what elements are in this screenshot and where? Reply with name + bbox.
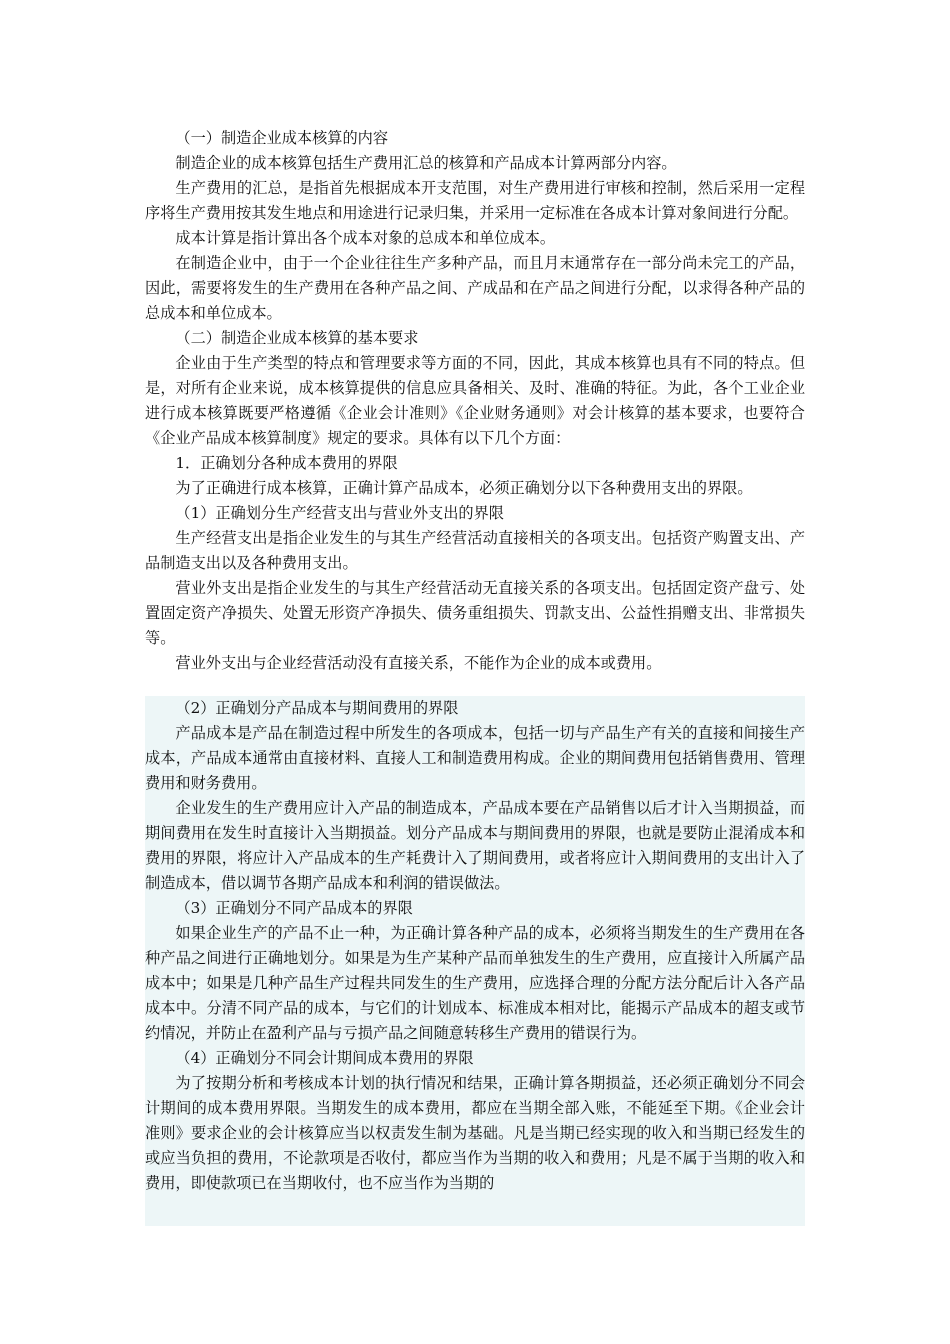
paragraph: 企业由于生产类型的特点和管理要求等方面的不同，因此，其成本核算也具有不同的特点。但是，对所有企业来说，成本核算提供的信息应具备相关、及时、准确的特征。为此，各个工业企业进行成本核算既要严格遵循《企业会计准则》《企业财务通则》对会计核算的基本要求，也要符合《企业产品成本核算制度》规定的要求。具体有以下几个方面： bbox=[145, 354, 805, 447]
paragraph: 营业外支出是指企业发生的与其生产经营活动无直接关系的各项支出。包括固定资产盘亏、处置固定资产净损失、处置无形资产净损失、债务重组损失、罚款支出、公益性捐赠支出、非常损失等。 bbox=[145, 579, 805, 647]
paragraph: 为了正确进行成本核算，正确计算产品成本，必须正确划分以下各种费用支出的界限。 bbox=[175, 479, 753, 497]
document-body bbox=[145, 126, 805, 676]
sub-heading: （4）正确划分不同会计期间成本费用的界限 bbox=[175, 1049, 474, 1067]
paragraph: 制造企业的成本核算包括生产费用汇总的核算和产品成本计算两部分内容。 bbox=[175, 154, 677, 172]
sub-heading: （2）正确划分产品成本与期间费用的界限 bbox=[175, 699, 459, 717]
paragraph: 营业外支出与企业经营活动没有直接关系，不能作为企业的成本或费用。 bbox=[175, 654, 662, 672]
paragraph: 为了按期分析和考核成本计划的执行情况和结果，正确计算各期损益，还必须正确划分不同会计期间的成本费用界限。当期发生的成本费用，都应在当期全部入账，不能延至下期。《企业会计准则》要求企业的会计核算应当以权责发生制为基础。凡是当期已经实现的收入和当期已经发生的或应当负担的费用，不论款项是否收付，都应当作为当期的收入和费用；凡是不属于当期的收入和费用，即使款项已在当期收付，也不应当作为当期的 bbox=[145, 1074, 805, 1192]
sub-heading: （3）正确划分不同产品成本的界限 bbox=[175, 899, 413, 917]
paragraph: 生产费用的汇总，是指首先根据成本开支范围，对生产费用进行审核和控制，然后采用一定程序将生产费用按其发生地点和用途进行记录归集，并采用一定标准在各成本计算对象间进行分配。 bbox=[145, 179, 805, 222]
paragraph: 生产经营支出是指企业发生的与其生产经营活动直接相关的各项支出。包括资产购置支出、产品制造支出以及各种费用支出。 bbox=[145, 529, 805, 572]
paragraph: 如果企业生产的产品不止一种，为正确计算各种产品的成本，必须将当期发生的生产费用在各种产品之间进行正确地划分。如果是为生产某种产品而单独发生的生产费用，应直接计入所属产品成本中；如果是几种产品生产过程共同发生的生产费用，应选择合理的分配方法分配后计入各产品成本中。分清不同产品的成本，与它们的计划成本、标准成本相对比，能揭示产品成本的超支或节约情况，并防止在盈利产品与亏损产品之间随意转移生产费用的错误行为。 bbox=[145, 924, 805, 1042]
section-heading: （二）制造企业成本核算的基本要求 bbox=[175, 329, 419, 347]
paragraph: 在制造企业中，由于一个企业往往生产多种产品，而且月末通常存在一部分尚未完工的产品，因此，需要将发生的生产费用在各种产品之间、产成品和在产品之间进行分配，以求得各种产品的总成本和单位成本。 bbox=[145, 254, 805, 322]
paragraph: 成本计算是指计算出各个成本对象的总成本和单位成本。 bbox=[175, 229, 556, 247]
paragraph: 企业发生的生产费用应计入产品的制造成本，产品成本要在产品销售以后才计入当期损益，而期间费用在发生时直接计入当期损益。划分产品成本与期间费用的界限，也就是要防止混淆成本和费用的界限，将应计入产品成本的生产耗费计入了期间费用，或者将应计入期间费用的支出计入了制造成本，借以调节各期产品成本和利润的错误做法。 bbox=[145, 799, 805, 892]
section-heading: （一）制造企业成本核算的内容 bbox=[175, 129, 389, 147]
paragraph: 产品成本是产品在制造过程中所发生的各项成本，包括一切与产品生产有关的直接和间接生产成本，产品成本通常由直接材料、直接人工和制造费用构成。企业的期间费用包括销售费用、管理费用和财务费用。 bbox=[145, 724, 805, 792]
sub-heading: （1）正确划分生产经营支出与营业外支出的界限 bbox=[175, 504, 504, 522]
item-heading: 1．正确划分各种成本费用的界限 bbox=[175, 454, 398, 472]
highlighted-block bbox=[145, 696, 805, 1226]
